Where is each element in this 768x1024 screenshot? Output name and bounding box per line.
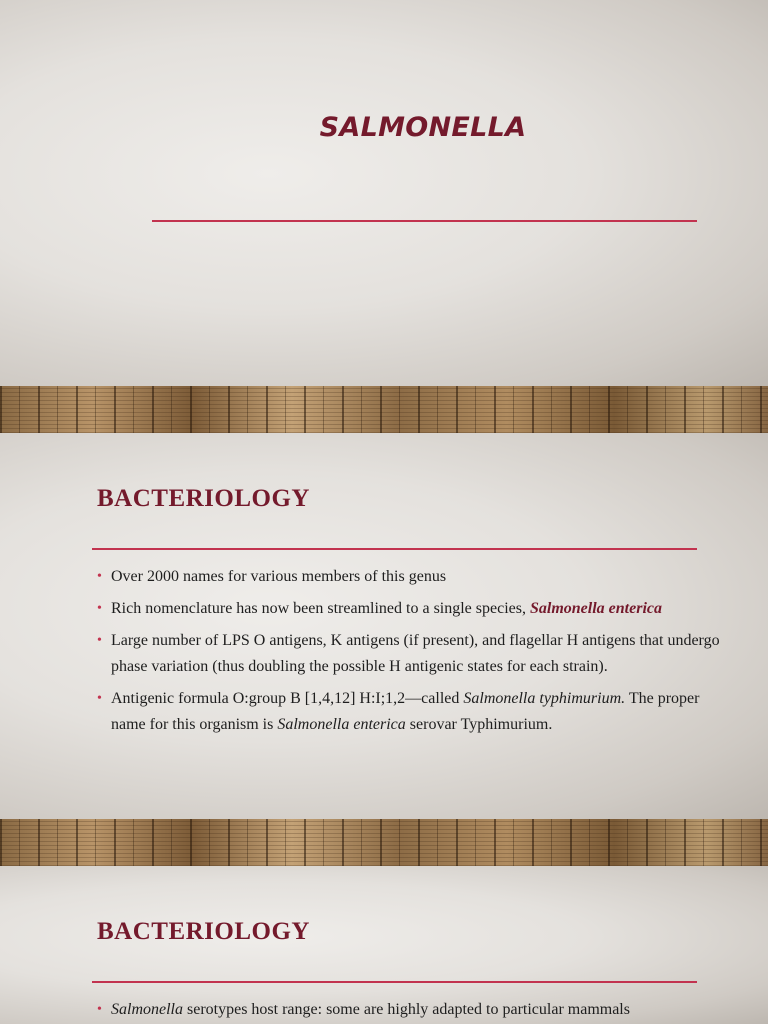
- slide-title: SALMONELLA: [319, 112, 527, 143]
- bacteriology-slide-1: [0, 433, 768, 819]
- species-name: Salmonella enterica: [277, 716, 406, 733]
- list-item: • Over 2000 names for various members of this genus: [97, 564, 737, 590]
- bullet-icon: •: [97, 633, 102, 648]
- slide-heading: BACTERIOLOGY: [97, 485, 310, 512]
- title-divider: [152, 220, 697, 222]
- list-item: • Rich nomenclature has now been streamlined to a single species, Salmonella enterica: [97, 596, 737, 622]
- heading-divider: [92, 548, 697, 550]
- bullet-icon: •: [97, 601, 102, 616]
- list-item: • Antigenic formula O:group B [1,4,12] H:I;1,2—called Salmonella typhimurium. The proper name for this organism is Salmonella enterica serovar Typhimurium.: [97, 686, 737, 738]
- list-item: • Large number of LPS O antigens, K antigens (if present), and flagellar H antigens that undergo phase variation (thus doubling the possible H antigenic states for each strain).: [97, 628, 737, 680]
- list-item: • Salmonella serotypes host range: some are highly adapted to particular mammals: [97, 997, 737, 1023]
- genus-name: Salmonella: [111, 1001, 183, 1018]
- wood-floor-divider: [0, 819, 768, 866]
- bullet-list: [97, 564, 737, 744]
- bullet-icon: •: [97, 691, 102, 706]
- wood-floor-divider: [0, 386, 768, 433]
- bullet-icon: •: [97, 569, 102, 584]
- species-name: Salmonella enterica: [529, 600, 662, 617]
- heading-divider: [92, 981, 697, 983]
- bullet-icon: •: [97, 1002, 102, 1017]
- species-name: Salmonella typhimurium.: [463, 690, 626, 707]
- bacteriology-slide-2: [0, 866, 768, 1024]
- slide-heading: BACTERIOLOGY: [97, 918, 310, 945]
- title-slide: [0, 0, 768, 386]
- bullet-list: [97, 997, 737, 1024]
